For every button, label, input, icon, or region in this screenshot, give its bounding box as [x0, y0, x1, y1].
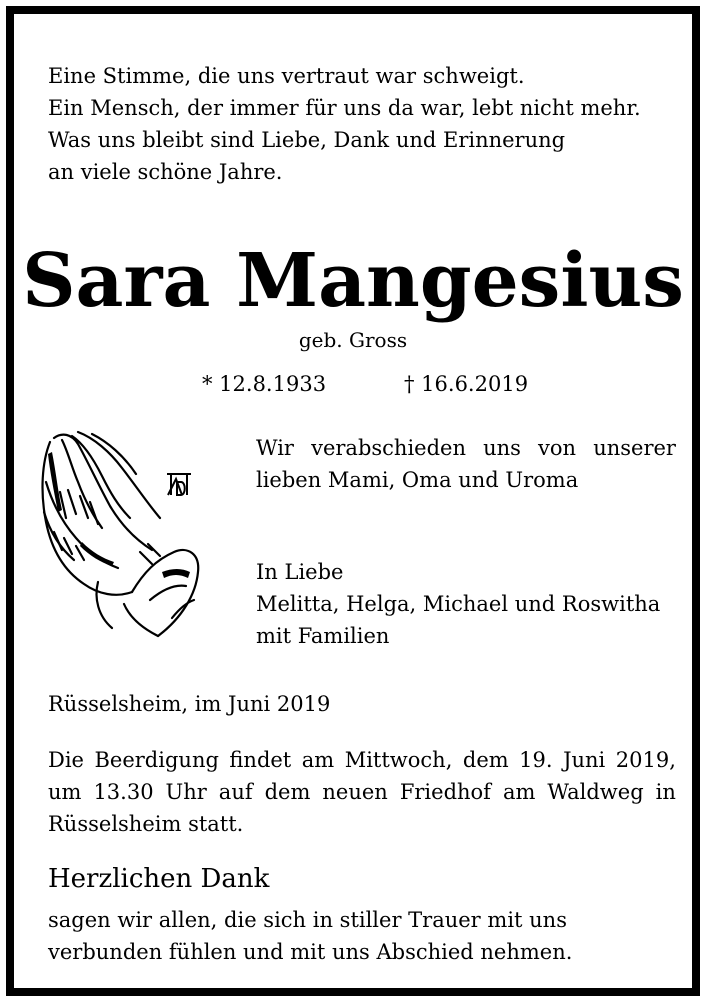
thanks-heading: Herzlichen Dank: [48, 864, 270, 894]
funeral-word: Friedhof: [399, 780, 491, 804]
funeral-word: 19.: [519, 748, 553, 772]
verse-line: Ein Mensch, der immer für uns da war, lebt nicht mehr.: [48, 96, 641, 120]
verse: [48, 60, 641, 188]
farewell-word: unserer: [593, 436, 676, 460]
deceased-name: Sara Mangesius: [22, 238, 684, 324]
farewell-line: [256, 432, 676, 464]
funeral-word: 2019,: [615, 748, 676, 772]
funeral-word: Die: [48, 748, 84, 772]
birth-date: * 12.8.1933: [202, 372, 327, 396]
obituary-frame: [6, 6, 700, 996]
funeral-word: am: [301, 748, 335, 772]
verse-line: Eine Stimme, die uns vertraut war schweigt.: [48, 64, 525, 88]
funeral-word: dem: [462, 748, 509, 772]
birth-name: geb. Gross: [298, 328, 408, 352]
signoff-line: Melitta, Helga, Michael und Roswitha: [256, 592, 661, 616]
funeral-line: [48, 776, 676, 808]
thanks-text: [48, 904, 572, 968]
farewell-line: lieben Mami, Oma und Uroma: [256, 468, 579, 492]
funeral-word: Uhr: [165, 780, 207, 804]
funeral-word: neuen: [322, 780, 388, 804]
death-date: † 16.6.2019: [404, 372, 529, 396]
funeral-word: auf: [218, 780, 253, 804]
verse-line: Was uns bleibt sind Liebe, Dank und Erinnerung: [48, 128, 566, 152]
funeral-word: Juni: [563, 748, 606, 772]
ad-monogram-icon: [164, 469, 194, 499]
farewell-word: verabschieden: [311, 436, 466, 460]
funeral-word: Waldweg: [547, 780, 644, 804]
funeral-word: 13.30: [93, 780, 154, 804]
thanks-line: verbunden fühlen und mit uns Abschied nehmen.: [48, 940, 573, 964]
signoff: [256, 556, 660, 652]
funeral-word: um: [48, 780, 82, 804]
funeral-word: am: [502, 780, 536, 804]
farewell-word: von: [538, 436, 577, 460]
signoff-line: mit Familien: [256, 624, 390, 648]
funeral-word: Mittwoch,: [344, 748, 453, 772]
farewell-text: [256, 432, 676, 496]
funeral-word: findet: [229, 748, 292, 772]
funeral-notice: [48, 744, 676, 840]
funeral-line: Rüsselsheim statt.: [48, 812, 244, 836]
funeral-word: in: [655, 780, 676, 804]
funeral-word: dem: [264, 780, 311, 804]
funeral-line: [48, 744, 676, 776]
verse-line: an viele schöne Jahre.: [48, 160, 283, 184]
place-date: Rüsselsheim, im Juni 2019: [48, 692, 331, 716]
farewell-word: uns: [483, 436, 521, 460]
praying-hands-icon: [32, 422, 202, 652]
farewell-word: Wir: [256, 436, 294, 460]
funeral-word: Beerdigung: [94, 748, 219, 772]
signoff-line: In Liebe: [256, 560, 344, 584]
thanks-line: sagen wir allen, die sich in stiller Trauer mit uns: [48, 908, 567, 932]
